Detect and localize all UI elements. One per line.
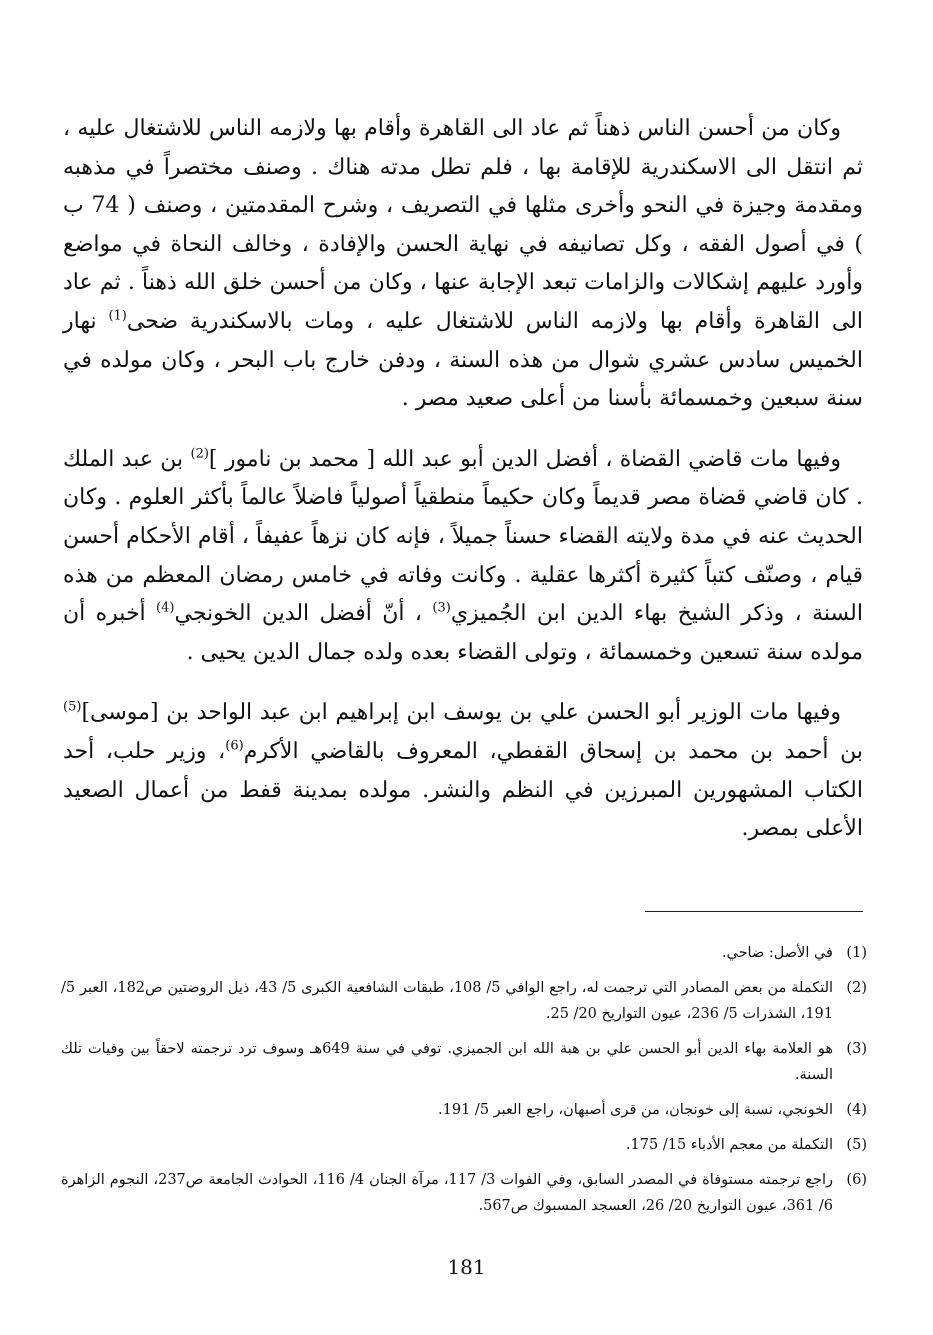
footnote-number: (4) — [846, 1102, 867, 1118]
paragraph-1 — [63, 110, 863, 419]
footnote-number: (5) — [846, 1137, 867, 1153]
paragraph-2-text-c: ، أنّ أفضل الدين الخونجي — [174, 601, 422, 627]
footnote-4 — [61, 1097, 867, 1123]
paragraph-2-text-d: أخبره أن مولده سنة تسعين وخمسمائة ، وتولى القضاء بعده ولده جمال الدين يحيى . — [63, 601, 863, 665]
footnote-ref-2: (2) — [190, 446, 209, 462]
footnote-ref-5: (5) — [63, 699, 82, 715]
paragraph-1-text-b: نهار الخميس سادس عشري شوال من هذه السنة ، ودفن خارج باب البحر ، وكان مولده في سنة سبعين وخمسمائة بأسنا من أعلى صعيد مصر . — [63, 308, 863, 412]
footnote-text: الخونجي، نسبة إلى خونجان، من قرى أصبهان، راجع العبر 5/ 191. — [438, 1102, 833, 1118]
footnotes — [61, 940, 867, 1228]
footnote-number: (6) — [846, 1172, 867, 1188]
footnote-text: راجع ترجمته مستوفاة في المصدر السابق، وفي الفوات 3/ 117، مرآة الجنان 4/ 116، الحوادث الجامعة ص237، النجوم الزاهرة 6/ 361، عيون التواريخ 20/ 26، العسجد المسبوك ص567. — [61, 1172, 833, 1214]
footnote-ref-4: (4) — [156, 600, 175, 616]
footnote-number: (2) — [846, 980, 867, 996]
footnote-text: في الأصل: ضاحي. — [721, 945, 833, 961]
footnote-text: التكملة من بعض المصادر التي ترجمت له، راجع الوافي 5/ 108، طبقات الشافعية الكبرى 5/ 43، ذيل الروضتين ص182، العبر 5/ 191، الشذرات 5/ 236، عيون التواريخ 20/ 25. — [61, 980, 834, 1022]
footnote-number: (3) — [846, 1041, 867, 1057]
footnote-separator — [645, 911, 863, 912]
page-number: 181 — [447, 1255, 486, 1279]
paragraph-3-text-b: بن أحمد بن محمد بن إسحاق القفطي، المعروف بالقاضي الأكرم — [243, 738, 864, 764]
paragraph-2 — [63, 441, 863, 673]
footnote-5 — [61, 1132, 867, 1158]
footnote-ref-6: (6) — [225, 738, 244, 754]
paragraph-1-text-a: وكان من أحسن الناس ذهناً ثم عاد الى القاهرة وأقام بها ولازمه الناس للاشتغال عليه ، ثم انتقل الى الاسكندرية للإقامة بها ، فلم تطل مدته هناك . وصنف مختصراً في مذهبه ومقدمة وجيزة في النحو وأخرى مثلها في التصريف ، وشرح المقدمتين ، وصنف ( 74 ب ) في أصول الفقه ، وكل تصانيفه في نهاية الحسن والإفادة ، وخالف النحاة في مواضع وأورد عليهم إشكالات والزامات تبعد الإجابة عنها ، وكان من أحسن خلق الله ذهناً . ثم عاد الى القاهرة وأقام بها ولازمه الناس للاشتغال عليه ، ومات بالاسكندرية ضحى — [63, 116, 863, 334]
paragraph-3-text-c: ، وزير حلب، أحد الكتاب المشهورين المبرزين في النظم والنشر. مولده بمدينة قفط من أعمال الصعيد الأعلى بمصر. — [63, 738, 863, 842]
paragraph-2-text-a: وفيها مات قاضي القضاة ، أفضل الدين أبو عبد الله [ محمد بن نامور ] — [208, 446, 841, 472]
footnote-text: التكملة من معجم الأدباء 15/ 175. — [625, 1137, 833, 1153]
paragraph-3 — [63, 694, 863, 848]
footnote-2 — [61, 975, 867, 1027]
main-text — [63, 110, 863, 871]
paragraph-2-text-b: بن عبد الملك . كان قاضي قضاة مصر قديماً وكان حكيماً منطقياً أصولياً فاضلاً عالماً بأكثر العلوم . وكان الحديث عنه في مدة ولايته القضاء حسناً جميلاً ، فإنه كان نزهاً عفيفاً ، أقام الأحكام أحسن قيام ، وصنّف كتباً كثيرة أكثرها عقلية . وكانت وفاته في خامس رمضان المعظم من هذه السنة ، وذكر الشيخ بهاء الدين ابن الجُميزي — [63, 446, 863, 627]
footnote-ref-3: (3) — [432, 600, 451, 616]
footnote-6 — [61, 1167, 867, 1219]
footnote-text: هو العلامة بهاء الدين أبو الحسن علي بن هبة الله ابن الجميزي. توفي في سنة 649هـ وسوف ترد ترجمته لاحقاً بين وفيات تلك السنة. — [61, 1041, 833, 1083]
paragraph-3-text-a: وفيها مات الوزير أبو الحسن علي بن يوسف ابن إبراهيم ابن عبد الواحد بن [موسى] — [81, 700, 841, 726]
footnote-3 — [61, 1036, 867, 1088]
footnote-1 — [61, 940, 867, 966]
footnote-ref-1: (1) — [108, 308, 127, 324]
footnote-number: (1) — [846, 945, 867, 961]
